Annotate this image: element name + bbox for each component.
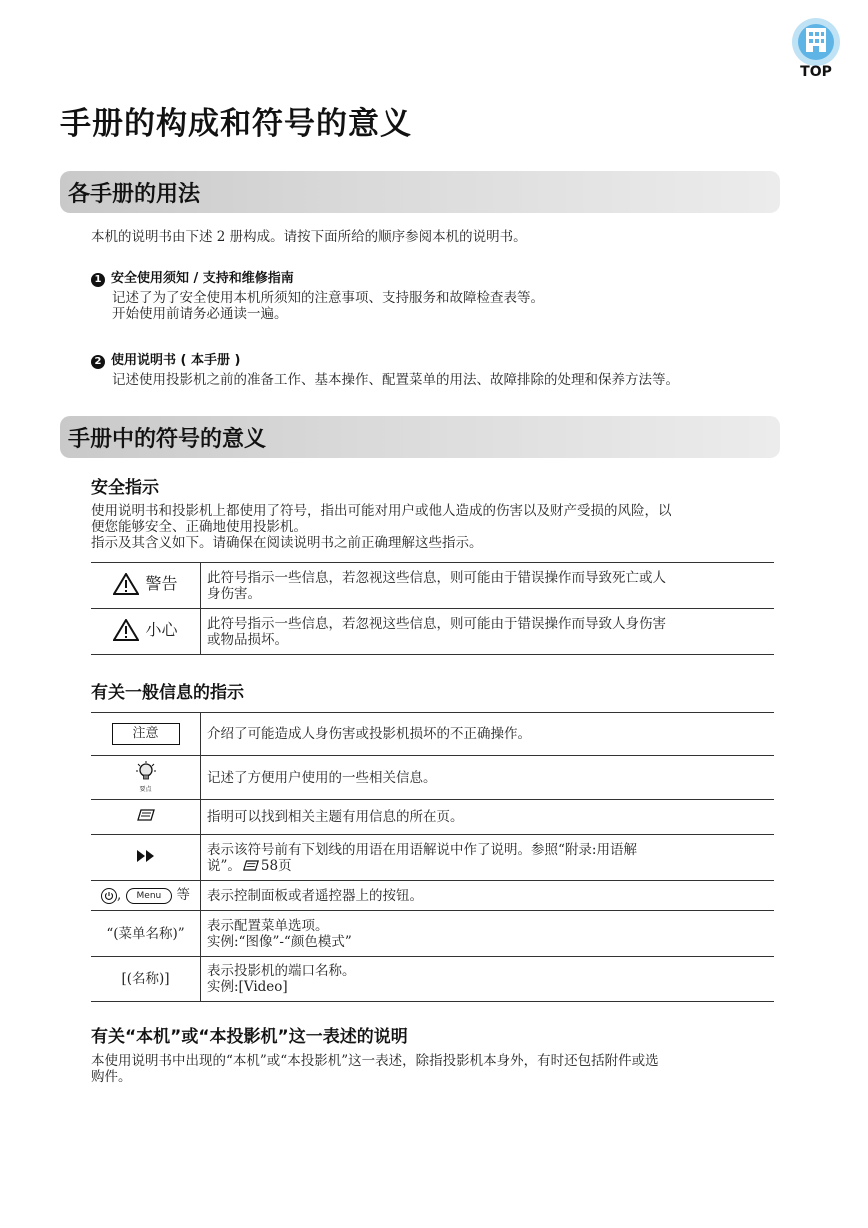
manual-item-title: 使用说明书 ( 本手册 ) — [111, 353, 241, 368]
text-line: 表示投影机的端口名称。 — [207, 963, 356, 979]
warning-triangle-icon — [113, 573, 139, 595]
tip-label: 要点 — [139, 786, 152, 793]
warning-label: 警告 — [145, 573, 178, 593]
description-cell — [201, 957, 775, 1002]
symbol-cell — [91, 881, 201, 911]
number-badge: 2 — [91, 355, 105, 369]
about-heading: 有关“本机”或“本投影机”这一表述的说明 — [91, 1027, 408, 1047]
text-line: 表示该符号前有下划线的用语在用语解说中作了说明。参照“附录:用语解 — [207, 841, 637, 858]
text-line: 表示配置菜单选项。 — [207, 917, 329, 934]
text-line: 此符号指示一些信息，若忽视这些信息，则可能由于错误操作而导致死亡或人 — [207, 569, 666, 586]
symbol-cell — [91, 800, 201, 835]
about-description — [91, 1053, 659, 1085]
description-cell — [201, 881, 775, 911]
symbol-cell — [91, 911, 201, 957]
section-title: 手册中的符号的意义 — [68, 427, 267, 452]
text-line: 记述使用投影机之前的准备工作、基本操作、配置菜单的用法、故障排除的处理和保养方法等。 — [112, 372, 679, 388]
manual-item-description — [112, 372, 679, 388]
description-cell — [201, 800, 775, 835]
manual-item-heading — [91, 349, 240, 369]
building-icon — [786, 14, 846, 68]
text-line: 指示及其含义如下。请确保在阅读说明书之前正确理解这些指示。 — [91, 535, 483, 551]
text-line: 实例:“图像”-“颜色模式” — [207, 933, 352, 950]
number-badge: 1 — [91, 273, 105, 287]
menu-button-icon: Menu — [126, 888, 173, 904]
lightbulb-icon — [135, 760, 157, 782]
description-cell — [201, 713, 775, 756]
note-badge: 注意 — [112, 723, 180, 745]
symbol-cell — [91, 835, 201, 881]
table-row — [91, 881, 774, 911]
page-title: 手册的构成和符号的意义 — [60, 106, 412, 142]
table-row — [91, 835, 774, 881]
caution-triangle-icon — [113, 619, 139, 641]
text-line: 便您能够安全、正确地使用投影机。 — [91, 519, 307, 535]
safety-symbol-table — [91, 562, 774, 655]
text-line: 实例:[Video] — [207, 979, 288, 995]
text-line: 记述了方便用户使用的一些相关信息。 — [207, 769, 437, 786]
description-cell — [201, 835, 775, 881]
text-line: 记述了为了安全使用本机所须知的注意事项、支持服务和故障检查表等。 — [112, 290, 544, 306]
manual-item-description — [112, 290, 544, 322]
page-reference-icon — [242, 860, 260, 871]
port-name-symbol: [(名称)] — [121, 971, 170, 987]
description-cell — [201, 911, 775, 957]
text-line: 购件。 — [91, 1069, 132, 1085]
section-header-symbols — [60, 416, 780, 458]
symbol-cell — [91, 957, 201, 1002]
text-line: 身伤害。 — [207, 585, 261, 602]
safety-heading: 安全指示 — [91, 478, 159, 498]
text-line: 表示控制面板或者遥控器上的按钮。 — [207, 887, 423, 904]
section-title: 各手册的用法 — [68, 182, 201, 207]
manual-item-title: 安全使用须知 / 支持和维修指南 — [111, 271, 294, 286]
table-row — [91, 957, 774, 1002]
text-line: 或物品损坏。 — [207, 631, 288, 648]
power-button-icon — [101, 888, 117, 904]
text-line: 使用说明书和投影机上都使用了符号，指出可能对用户或他人造成的伤害以及财产受损的风险，以 — [91, 503, 672, 519]
general-info-heading: 有关一般信息的指示 — [91, 683, 244, 703]
section-intro: 本机的说明书由下述 2 册构成。请按下面所给的顺序参阅本机的说明书。 — [91, 229, 527, 245]
symbol-cell — [91, 563, 201, 609]
text-line: 介绍了可能造成人身伤害或投影机损坏的不正确操作。 — [207, 726, 531, 742]
table-row — [91, 563, 774, 609]
table-row — [91, 713, 774, 756]
manual-item-heading — [91, 267, 294, 287]
symbol-cell — [91, 756, 201, 800]
caution-label: 小心 — [145, 619, 178, 639]
general-symbol-table — [91, 712, 774, 1002]
top-label: TOP — [800, 64, 832, 80]
text-line: 此符号指示一些信息，若忽视这些信息，则可能由于错误操作而导致人身伤害 — [207, 615, 666, 632]
text-line: 指明可以找到相关主题有用信息的所在页。 — [207, 809, 464, 825]
top-button[interactable] — [786, 14, 846, 80]
page-reference-icon — [136, 809, 156, 821]
description-cell — [201, 609, 775, 655]
text-line: 说”。 58页 — [207, 857, 292, 874]
section-header-usage — [60, 171, 780, 213]
table-row — [91, 911, 774, 957]
description-cell — [201, 756, 775, 800]
safety-description — [91, 503, 672, 551]
table-row — [91, 756, 774, 800]
glossary-arrow-icon — [136, 849, 156, 863]
table-row — [91, 800, 774, 835]
symbol-cell — [91, 609, 201, 655]
symbol-suffix: 等 — [176, 887, 191, 904]
symbol-cell — [91, 713, 201, 756]
description-cell — [201, 563, 775, 609]
text-line: 开始使用前请务必通读一遍。 — [112, 306, 288, 322]
separator: , — [116, 887, 122, 904]
table-row — [91, 609, 774, 655]
menu-name-symbol: “(菜单名称)” — [106, 925, 185, 942]
text-line: 本使用说明书中出现的“本机”或“本投影机”这一表述，除指投影机本身外，有时还包括附件或选 — [91, 1053, 659, 1069]
page-reference-link[interactable]: 58页 — [260, 857, 292, 874]
